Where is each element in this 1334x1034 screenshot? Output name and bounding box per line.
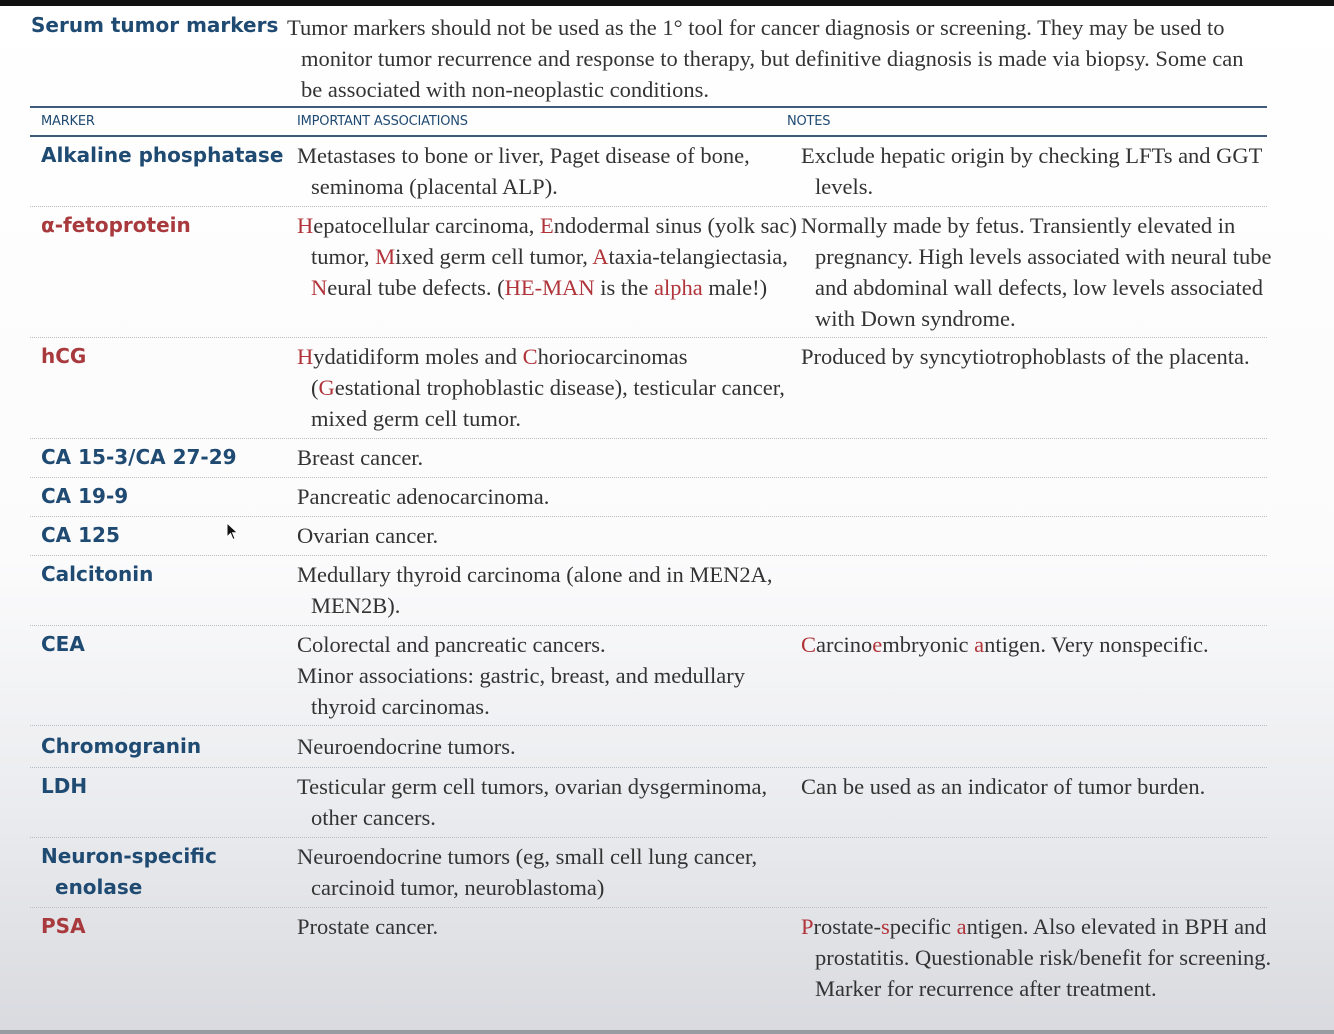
associations-cell: Colorectal and pancreatic cancers. Minor associations: gastric, breast, and medullary thyroid carcinomas. bbox=[297, 632, 746, 719]
table-row bbox=[30, 137, 1267, 207]
notes-cell: Produced by syncytiotrophoblasts of the placenta. bbox=[801, 344, 1250, 369]
table-row bbox=[30, 439, 1267, 478]
page-title: Serum tumor markers bbox=[31, 13, 279, 37]
table-row bbox=[30, 207, 1272, 338]
notes-cell bbox=[801, 442, 1295, 477]
marker-name: α-fetoprotein bbox=[41, 213, 191, 237]
table-row bbox=[30, 838, 1267, 908]
marker-name: LDH bbox=[41, 774, 88, 798]
associations-cell: Hepatocellular carcinoma, Endodermal sinus (yolk sac) tumor, Mixed germ cell tumor, Ataxia-telangiectasia, Neural tube defects. (HE-MAN is the alpha male!) bbox=[297, 213, 797, 300]
marker-name: CA 15-3/CA 27-29 bbox=[41, 445, 237, 469]
notes-cell bbox=[801, 841, 1295, 907]
associations-cell: Ovarian cancer. bbox=[297, 523, 439, 548]
notes-cell: Carcinoembryonic antigen. Very nonspecific. bbox=[801, 632, 1209, 657]
associations-cell: Breast cancer. bbox=[297, 445, 424, 470]
marker-name: Neuron-specific enolase bbox=[41, 844, 217, 899]
associations-cell: Medullary thyroid carcinoma (alone and in MEN2A, MEN2B). bbox=[297, 562, 773, 618]
notes-cell bbox=[801, 559, 1295, 625]
table-row bbox=[30, 338, 1267, 439]
associations-cell: Hydatidiform moles and Choriocarcinomas (Gestational trophoblastic disease), testicular cancer, mixed germ cell tumor. bbox=[297, 344, 785, 431]
associations-cell: Prostate cancer. bbox=[297, 914, 439, 939]
marker-name: CA 19-9 bbox=[41, 484, 129, 508]
marker-name: hCG bbox=[41, 344, 87, 368]
table-header bbox=[30, 108, 1267, 137]
top-bar bbox=[0, 0, 1334, 6]
notes-cell bbox=[801, 481, 1295, 516]
marker-name: CEA bbox=[41, 632, 85, 656]
column-header-notes: NOTES bbox=[787, 114, 831, 129]
notes-cell bbox=[801, 731, 1295, 767]
column-header-marker: MARKER bbox=[41, 114, 95, 129]
bottom-bar bbox=[0, 1030, 1334, 1034]
associations-cell: Testicular germ cell tumors, ovarian dysgerminoma, other cancers. bbox=[297, 774, 768, 830]
table-row bbox=[30, 768, 1267, 838]
notes-cell: Exclude hepatic origin by checking LFTs and GGT levels. bbox=[801, 143, 1263, 199]
table-row bbox=[30, 478, 1267, 517]
associations-cell: Neuroendocrine tumors. bbox=[297, 734, 516, 759]
table-row bbox=[30, 908, 1272, 1012]
marker-name: Calcitonin bbox=[41, 562, 154, 586]
page-description: Tumor markers should not be used as the 1° tool for cancer diagnosis or screening. They may be used to monitor tumor recurrence and response to therapy, but definitive diagnosis is made via biopsy. Some can be associated with non-neoplastic conditions. bbox=[287, 15, 1244, 102]
table-row bbox=[30, 556, 1267, 626]
column-header-associations: IMPORTANT ASSOCIATIONS bbox=[297, 114, 468, 129]
associations-cell: Neuroendocrine tumors (eg, small cell lung cancer, carcinoid tumor, neuroblastoma) bbox=[297, 844, 758, 900]
notes-cell: Can be used as an indicator of tumor burden. bbox=[801, 774, 1206, 799]
marker-name: CA 125 bbox=[41, 523, 120, 547]
notes-cell: Prostate-specific antigen. Also elevated in BPH and prostatitis. Questionable risk/benefit for screening. Marker for recurrence after treatment. bbox=[801, 914, 1272, 1001]
table-row bbox=[30, 517, 1267, 556]
table-row bbox=[30, 626, 1267, 726]
marker-name: PSA bbox=[41, 914, 86, 938]
marker-name: Chromogranin bbox=[41, 734, 202, 758]
associations-cell: Metastases to bone or liver, Paget disease of bone, seminoma (placental ALP). bbox=[297, 143, 750, 199]
marker-name: Alkaline phosphatase bbox=[41, 143, 284, 167]
associations-cell: Pancreatic adenocarcinoma. bbox=[297, 484, 550, 509]
notes-cell: Normally made by fetus. Transiently elevated in pregnancy. High levels associated with neural tube and abdominal wall defects, low levels associated with Down syndrome. bbox=[801, 213, 1272, 331]
notes-cell bbox=[801, 520, 1295, 555]
tumor-markers-table bbox=[30, 106, 1272, 1012]
table-row bbox=[30, 726, 1267, 768]
mouse-cursor-icon bbox=[226, 522, 240, 542]
